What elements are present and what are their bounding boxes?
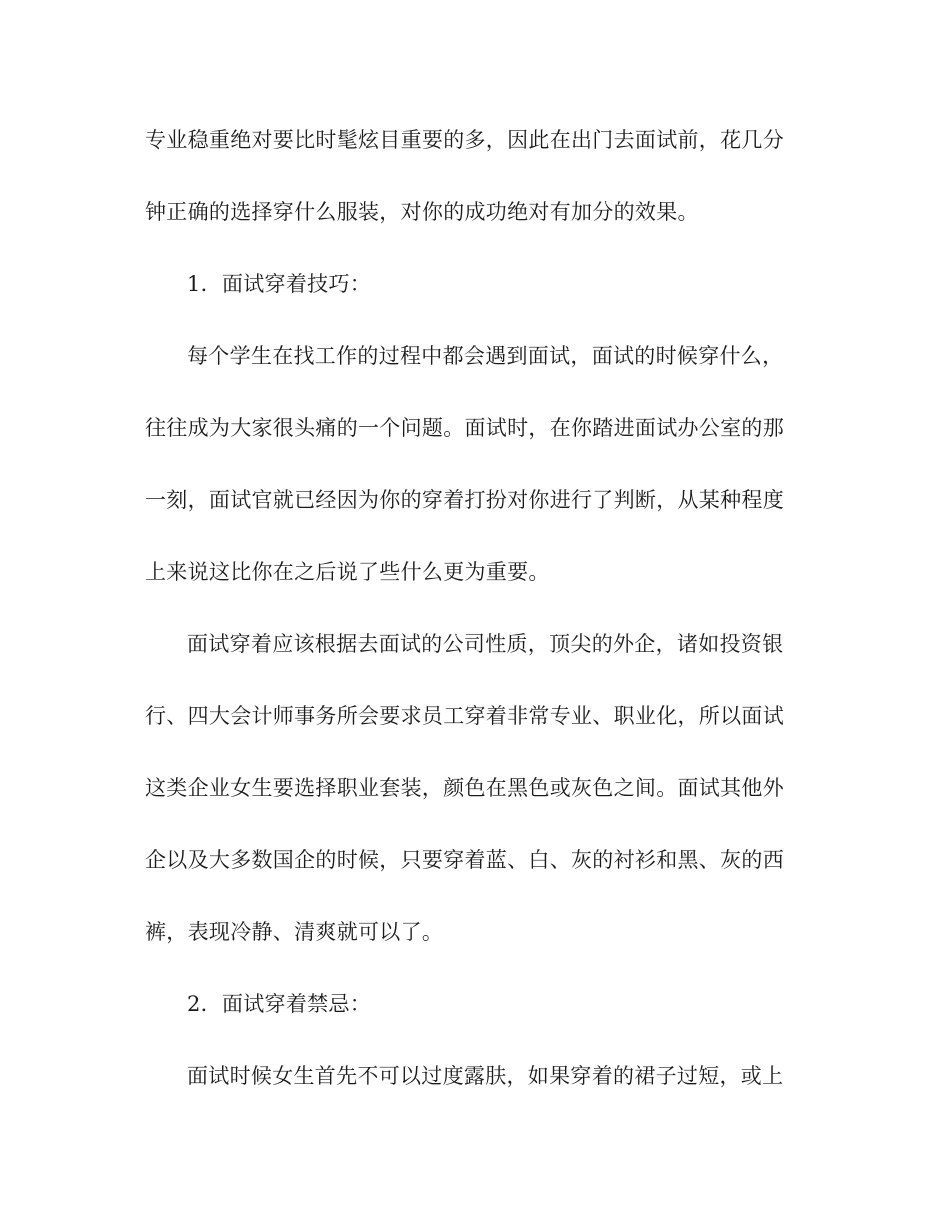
section-heading: 2．面试穿着禁忌：	[187, 992, 372, 1016]
paragraph-line: 一刻，面试官就已经因为你的穿着打扮对你进行了判断，从某种程度	[145, 488, 784, 512]
paragraph-line: 每个学生在找工作的过程中都会遇到面试，面试的时候穿什么，	[187, 344, 784, 368]
paragraph-line: 面试时候女生首先不可以过度露肤，如果穿着的裙子过短，或上	[187, 1064, 784, 1088]
paragraph-line: 企以及大多数国企的时候，只要穿着蓝、白、灰的衬衫和黑、灰的西	[145, 848, 784, 872]
paragraph-line: 裤，表现冷静、清爽就可以了。	[145, 920, 444, 944]
paragraph-line: 上来说这比你在之后说了些什么更为重要。	[145, 560, 550, 584]
paragraph-line: 行、四大会计师事务所会要求员工穿着非常专业、职业化，所以面试	[145, 704, 784, 728]
paragraph-line: 往往成为大家很头痛的一个问题。面试时，在你踏进面试办公室的那	[145, 416, 784, 440]
section-heading: 1．面试穿着技巧：	[187, 272, 372, 296]
paragraph-line: 专业稳重绝对要比时髦炫目重要的多，因此在出门去面试前，花几分	[145, 128, 784, 152]
paragraph-line: 这类企业女生要选择职业套装，颜色在黑色或灰色之间。面试其他外	[145, 776, 784, 800]
paragraph-line: 面试穿着应该根据去面试的公司性质，顶尖的外企，诸如投资银	[187, 632, 784, 656]
paragraph-line: 钟正确的选择穿什么服装，对你的成功绝对有加分的效果。	[145, 200, 699, 224]
